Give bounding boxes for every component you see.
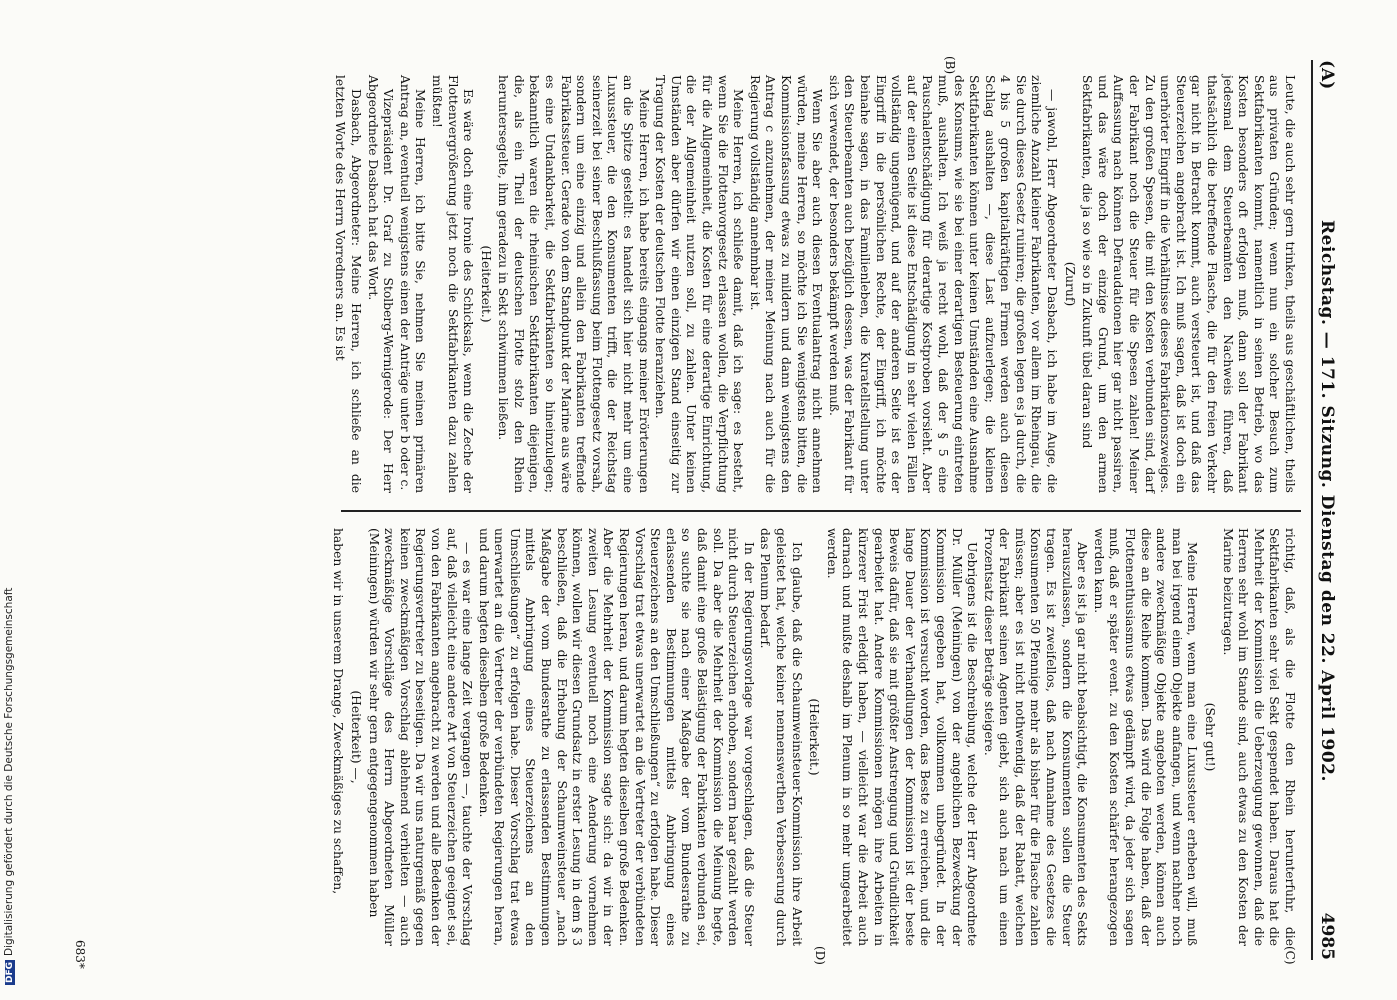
footer-page-number: 683* (73, 940, 87, 969)
interjection: (Heiterkeit.) (807, 698, 822, 776)
speaker-paragraph: Vizepräsident Dr. Graf zu Stolberg-Wernigerode: Der Herr Abgeordnete Dasbach hat das Wort. (365, 75, 396, 493)
paragraph: — es war eine lange Zeit vergangen —, tauchte der Vorschlag auf, daß vielleicht eine andere Art von Steuerzeichen geeignet sei, von den Fabrikanten angebracht zu werden und alle Bedenken der Regierungsvertreter zu beseitigen. Da wir uns naturgemäß gegen keinen zweckmäßigen Vorschlag ablehnend verhielten — auch zweckmäßige Vorschläge des Herrn Abgeordneten Müller (Meiningen) würden wir sehr gern entgegengenommen haben (366, 528, 475, 946)
interjection: (Heiterkeit.) (478, 245, 493, 323)
interjection: (Heiterkeit) —, (348, 690, 363, 784)
paragraph: Meine Herren, ich habe bereits eingangs meiner Erörterungen an die Spitze gestellt: es handelt sich hier nicht mehr um eine Luxussteuer, die den Konsumenten trifft, die der Reichstag seinerzeit bei seiner Beschlußfassung beim Flottengesetz vorsah, sondern um eine einzig und allein den Fabrikanten treffende Fabrikatssteuer. Gerade von dem Standpunkt der Marine aus wäre es eine Undankbarkeit, die Sektfabrikanten so hineinzulegen; bekanntlich waren die rheinischen Sektfabrikanten diejenigen, die, als ein Theil der deutschen Flotte stolz den Rhein heruntersegelte, ihm geradezu in Sekt schwimmen ließen. (496, 75, 651, 493)
paragraph: Wenn Sie aber auch diesen Eventualantrag nicht annehmen würden, meine Herren, so möchte ich Sie wenigstens bitten, die Kommissionsfassung etwas zu mildern und dann wenigstens den Antrag c anzunehmen, der meiner Meinung nach auch für die Regierung vollständig annehmbar ist. (747, 75, 825, 493)
paragraph: Leute, die auch sehr gern trinken, theils aus geschäftlichen, theils aus privaten Gründen; wenn nun ein solcher Besuch zum Sektfabrikanten kommt, namentlich in seinen Betrieb, wo das Kosten besonders oft erfolgen muß, dann soll der Fabrikant jedesmal dem Steuerbeamten den Nachweis führen, daß thatsächlich die betreffende Flasche, die für den freien Verkehr gar nicht in Betracht kommt, auch versteuert ist, und daß das Steuerzeichen angebracht ist. Ich muß sagen, daß ist doch ein unerhörter Eingriff in die Verhältnisse dieses Fabrikationszweiges. Zu den großen Spesen, die mit den Kosten verbunden sind, darf der Fabrikant noch die Steuer für die Spesen zahlen! Meiner Auffassung nach können Defraudationen hier gar nicht passiren, und das wäre doch der einzige Grund, um den armen Sektfabrikanten, die ja so wie so in Zukunft übel daran sind (1080, 75, 1297, 493)
paragraph: Uebrigens ist die Beschreibung, welche der Herr Abgeordnete Dr. Müller (Meiningen) von der angeblichen Bezweckung der Kommission gegeben hat, vollkommen unbegründet. In der Kommission ist versucht worden, das Beste zu erreichen, und die lange Dauer der Verhandlungen der Kommission ist der beste Beweis dafür, daß sie mit größter Anstrengung und Gründlichkeit gearbeitet hat. Andere Kommissionen mögen ihre Arbeiten in kürzerer Frist erledigt haben, — vielleicht war die Arbeit auch darnach und mußte deshalb im Plenum in so mehr umgearbeitet werden. (824, 528, 980, 946)
margin-mark-a: (A) (1317, 60, 1337, 90)
footer-text: Digitalisierung gefördert durch die Deutsche Forschungsgemeinschaft (3, 587, 15, 956)
paragraph: Aber es ist ja gar nicht beabsichtigt, die Konsumenten des Sekts herauszulassen, sondern die Konsumenten sollen die Steuer tragen. Es ist zweifellos, daß nach Annahme des Gesetzes die Konsumenten 50 Pfennige mehr als bisher für die Flasche zahlen müssen; aber es ist nicht nothwendig, daß der Rabatt, welchen der Fabrikant seinen Agenten giebt, sich auch nach um einen Prozentsatz dieser Beträge steigere. (981, 528, 1090, 946)
paragraph: Meine Herren, wenn man eine Luxussteuer erheben will, muß man bei irgend einem Objekte anfangen, und wenn nachher noch andere zweckmäßige Objekte angeboten werden, können auch diese an die Reihe kommen. Das wird die Folge haben, daß der Flottenenthusiasmus etwas gedämpft wird, da jeder sich sagen muß, daß er später event. zu den Kosten schärfer herangezogen werden kann. (1091, 528, 1200, 946)
page-header (1311, 60, 1339, 960)
paragraph: In der Regierungsvorlage war vorgeschlagen, daß die Steuer nicht durch Steuerzeichen erhoben, sondern baar gezahlt werden soll. Da aber die Mehrheit der Kommission die Meinung hegte, daß damit eine große Belästigung der Fabrikanten verbunden sei, so suchte sie nach einer Maßgabe der vom Bundesrathe zu erlassenden Bestimmungen mittels Anbringung eines Steuerzeichens an den Umschließungen“ zu erfolgen habe. Dieser Vorschlag trat etwas unerwartet an die Vertreter der verbündeten Regierungen heran, und darum hegten dieselben große Bedenken. Aber die Mehrheit der Kommission sagte sich: da wir in der zweiten Lesung eventuell noch eine Aenderung vornehmen können, wollen wir diesen Grundsatz in erster Lesung in dem § 3 beschließen, daß die Erhebung der Schaumweinsteuer „nach Maßgabe der vom Bundesrathe zu erlassenden Bestimmungen mittels Anbringung eines Steuerzeichens an den Umschließungen“ zu erfolgen habe. Dieser Vorschlag trat etwas unerwartet an die Vertreter der verbündeten Regierungen heran, und darum hegten dieselben große Bedenken. (476, 528, 756, 946)
column-divider (341, 510, 1301, 512)
paragraph: Es wäre doch eine Ironie des Schicksals, wenn die Zeche der Flottenvergrößerung jetzt noch die Sektfabrikanten dazu zahlen müßten! (429, 75, 476, 493)
paragraph: richtig, daß, als die Flotte den Rhein herunterfuhr, die Sektfabrikanten sehr viel Sekt gespendet haben. Daraus hat die Mehrheit der Kommission die Ueberzeugung gewonnen, daß die Herren sehr wohl im Stande sind, auch etwas zu den Kosten der Marine beizutragen. (1220, 528, 1297, 946)
page-number: 4985 (1317, 912, 1337, 960)
interjection: (Sehr gut!) (1203, 702, 1218, 772)
paragraph: — jawohl, Herr Abgeordneter Dasbach, ich habe im Auge, die ziemliche Anzahl kleiner Fabrikanten, vor allem im Rheingau, die Sie durch dieses Gesetz ruiniren; die großen legen es ja durch, die 4 bis 5 großen kapitalkräftigen Firmen werden auch diesen Schlag aushalten —, diese Last aufzuerlegen; die kleinen Sektfabrikanten können unter keinen Umständen eine Ausnahme des Konsums, wie sie bei einer derartigen Besteuerung eintreten muß, aushalten. Ich weiß ja recht wohl, daß der § 5 eine Pauschalentschädigung für derartige Kostproben vorsieht. Aber auf der einen Seite ist diese Entschädigung in sehr vielen Fällen vollständig ungenügend, und auf der anderen Seite ist es der Eingriff in die persönlichen Rechte, der Eingriff, ich möchte beinahe sagen, in das Familienleben, die Kuratellstellung unter den Steuerbeamten auch bezüglich dessen, was der Fabrikant für sich verwendet, der besonders bekämpft werden muß. (826, 75, 1060, 493)
speaker-paragraph: Dasbach, Abgeordneter: Meine Herren, ich schließe an die letzten Worte des Herrn Vorredners an. Es ist (333, 75, 363, 493)
right-column (329, 528, 1297, 946)
digitization-footer (0, 0, 20, 1000)
paragraph: Meine Herren, ich bitte Sie, nehmen Sie meinen primären Antrag an, eventuell wenigstens einen der Anträge unter b oder c. (397, 75, 428, 493)
paragraph: Meine Herren, ich schließe damit, daß ich sage: es besteht, wenn Sie die Flottenvorgesetz erlassen wollen, die Verpflichtung für die Allgemeinheit, die Kosten für eine derartige Einrichtung, die der Allgemeinheit nutzen soll, zu zahlen. Unter keinen Umständen aber dürfen wir einen einzigen Stand einseitig zur Tragung der Kosten der deutschen Flotte heranziehen. (653, 75, 746, 493)
margin-mark-b: (B) (943, 56, 957, 75)
interjection: (Zuruf) (1062, 261, 1077, 307)
page-header-title: Reichstag. — 171. Sitzung. Dienstag den 22. April 1902. (1317, 220, 1337, 782)
margin-mark-c: (C) (1283, 946, 1297, 965)
left-column (331, 75, 1297, 493)
paragraph: haben wir in unserem Drange, Zweckmäßiges zu schaffen, (331, 528, 346, 895)
margin-mark-d: (D) (813, 946, 827, 965)
dfg-logo: DFG (5, 961, 15, 983)
paragraph: Ich glaube, daß die Schaumweinsteuer-Kommission ihre Arbeit geleistet hat, welche keiner nennenswerthen Verbesserung durch das Plenum bedarf. (758, 528, 804, 946)
